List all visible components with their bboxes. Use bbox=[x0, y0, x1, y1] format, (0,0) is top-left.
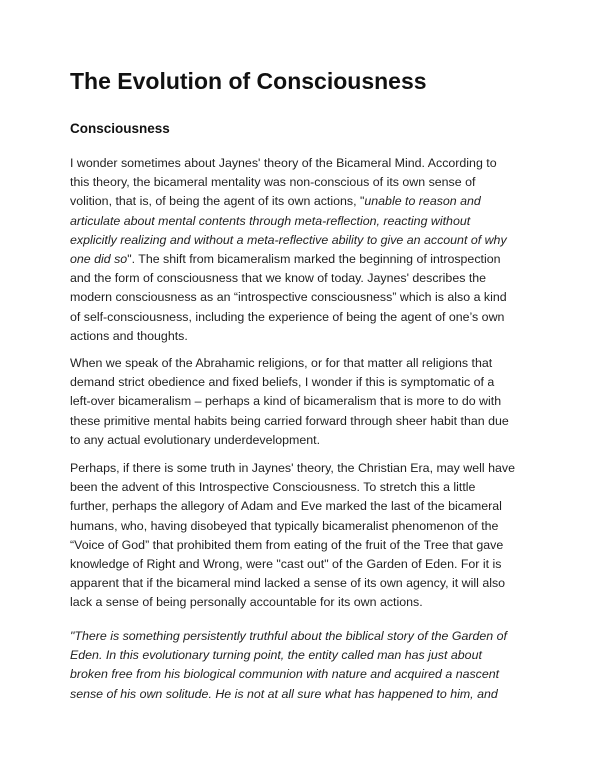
quoted-text: one did so bbox=[70, 252, 128, 267]
text-line: humans, who, having disobeyed that typically bicameralist phenomenon of the bbox=[70, 518, 499, 533]
quote-line: broken free from his biological communion with nature and acquired a nascent bbox=[70, 667, 500, 682]
text-line: Perhaps, if there is some truth in Jaynes' theory, the Christian Era, may well have bbox=[70, 461, 515, 475]
block-quote bbox=[70, 627, 507, 704]
text-run: volition, that is, of being the agent of its own actions, " bbox=[70, 194, 365, 209]
paragraph-1 bbox=[70, 154, 507, 346]
paragraph-2 bbox=[70, 354, 509, 450]
text-line: this theory, the bicameral mentality was non-conscious of its own sense of bbox=[70, 175, 476, 190]
text-line: further, perhaps the allegory of Adam and Eve marked the last of the bicameral bbox=[70, 499, 502, 514]
text-line bbox=[70, 192, 507, 211]
text-run: ". The shift from bicameralism marked the beginning of introspection bbox=[127, 252, 501, 267]
text-line: “Voice of God” that prohibited them from eating of the fruit of the Tree that gave bbox=[70, 537, 504, 552]
text-line: demand strict obedience and fixed beliefs, I wonder if this is symptomatic of a bbox=[70, 375, 495, 390]
text-line bbox=[70, 250, 507, 269]
text-line: left-over bicameralism – perhaps a kind of bicameralism that is more to do with bbox=[70, 394, 502, 409]
document-title: The Evolution of Consciousness bbox=[70, 68, 427, 94]
text-line: been the advent of this Introspective Consciousness. To stretch this a little bbox=[70, 480, 476, 495]
text-line: these primitive mental habits being carried forward through sheer habit than due bbox=[70, 413, 509, 428]
paragraph-3 bbox=[70, 459, 515, 613]
quote-line: sense of his own solitude. He is not at all sure what has happened to him, and bbox=[70, 686, 498, 701]
text-line: and the form of consciousness that we know of today. Jaynes' describes the bbox=[70, 271, 487, 286]
text-line: knowledge of Right and Wrong, were "cast out" of the Garden of Eden. For it is bbox=[70, 557, 502, 572]
text-line: actions and thoughts. bbox=[70, 328, 188, 343]
quote-line: "There is something persistently truthful about the biblical story of the Garden of bbox=[70, 629, 507, 643]
section-heading: Consciousness bbox=[70, 121, 170, 136]
quoted-text-line: articulate about mental contents through meta-reflection, reacting without bbox=[70, 213, 471, 228]
text-line: lack a sense of being personally accountable for its own actions. bbox=[70, 595, 423, 610]
quoted-text-line: explicitly realizing and without a meta-reflective ability to give an account of why bbox=[70, 232, 507, 247]
text-line: of self-consciousness, including the experience of being the agent of one’s own bbox=[70, 309, 505, 324]
quote-line: Eden. In this evolutionary turning point, the entity called man has just about bbox=[70, 648, 482, 663]
text-line: to any actual evolutionary underdevelopment. bbox=[70, 432, 321, 447]
text-line: modern consciousness as an “introspective consciousness” which is also a kind bbox=[70, 290, 507, 305]
text-line: When we speak of the Abrahamic religions, or for that matter all religions that bbox=[70, 356, 493, 370]
text-line: I wonder sometimes about Jaynes' theory of the Bicameral Mind. According to bbox=[70, 156, 497, 170]
quoted-text: unable to reason and bbox=[364, 194, 481, 209]
text-line: apparent that if the bicameral mind lacked a sense of its own agency, it will also bbox=[70, 576, 506, 591]
